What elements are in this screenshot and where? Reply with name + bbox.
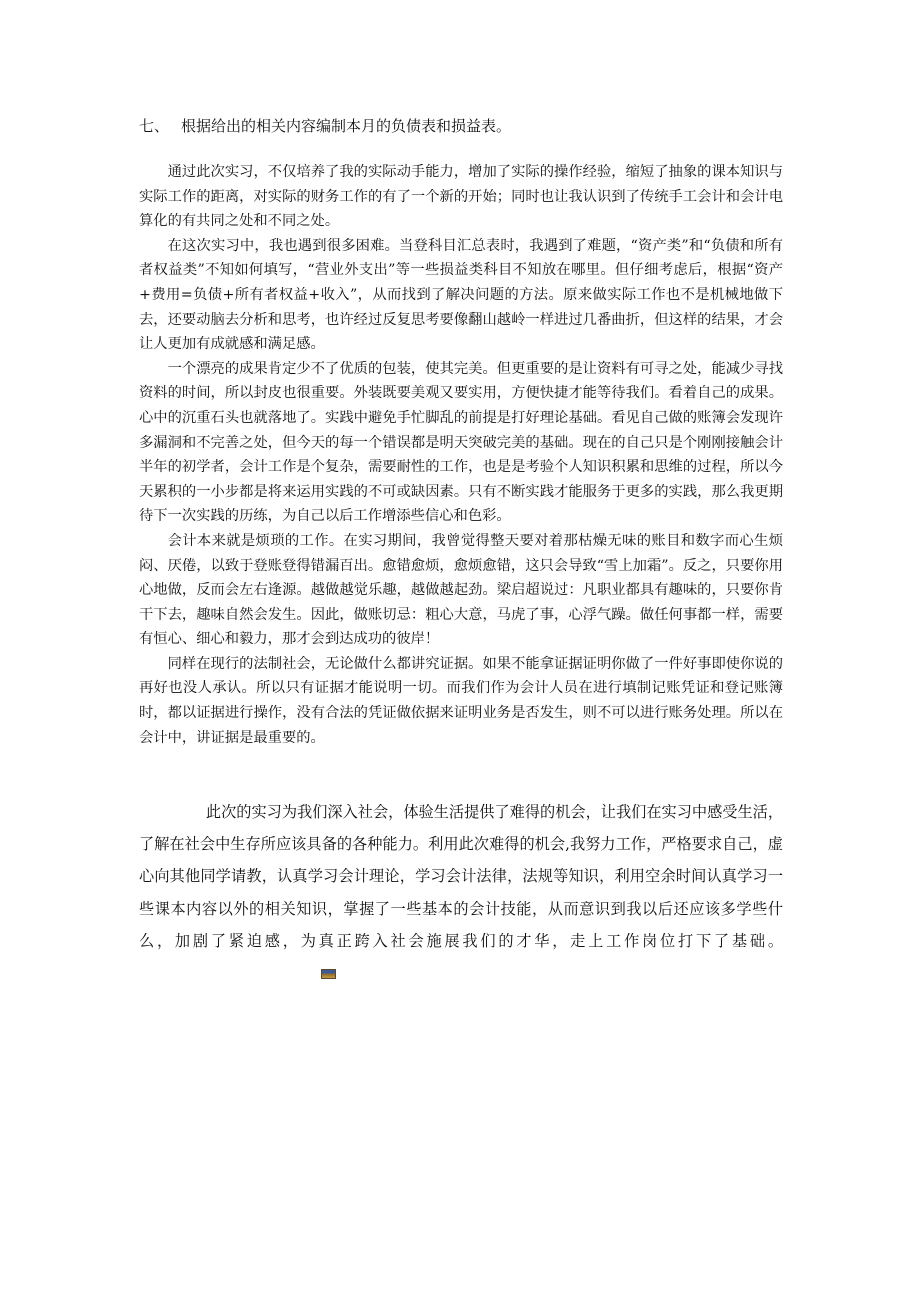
- paragraph: 同样在现行的法制社会，无论做什么都讲究证据。如果不能拿证据证明你做了一件好事即使你说的再好也没人承认。所以只有证据才能说明一切。而我们作为会计人员在进行填制记账凭证和登记账簿时，都以证据进行操作，没有合法的凭证做依据来证明业务是否发生，则不可以进行账务处理。所以在会计中，讲证据是最重要的。: [139, 655, 783, 746]
- small-photo-icon: [321, 969, 336, 979]
- closing-paragraph-text: 此次的实习为我们深入社会，体验生活提供了难得的机会，让我们在实习中感受生活，了解在社会中生存所应该具备的各种能力。利用此次难得的机会,我努力工作，严格要求自己，虚心向其他同学请教，认真学习会计理论，学习会计法律，法规等知识，利用空余时间认真学习一些课本内容以外的相关知识，掌握了一些基本的会计技能，从而意识到我以后还应该多学些什么，加剧了紧迫感，为真正跨入社会施展我们的才华，走上工作岗位打下了基础。: [139, 803, 783, 950]
- paragraph: 在这次实习中，我也遇到很多困难。当登科目汇总表时，我遇到了难题，“资产类”和“负债和所有者权益类”不知如何填写，“营业外支出”等一些损益类科目不知放在哪里。但仔细考虑后，根据“资产+费用=负债+所有者权益+收入”，从而找到了解决问题的方法。原来做实际工作也不是机械地做下去，还要动脑去分析和思考，也许经过反复思考要像翻山越岭一样进过几番曲折，但这样的结果，才会让人更加有成就感和满足感。: [139, 237, 783, 353]
- paragraph: 一个漂亮的成果肯定少不了优质的包装，使其完美。但更重要的是让资料有可寻之处，能减少寻找资料的时间，所以封皮也很重要。外装既要美观又要实用，方便快捷才能等待我们。看着自己的成果。心中的沉重石头也就落地了。实践中避免手忙脚乱的前提是打好理论基础。看见自己做的账簿会发现许多漏洞和不完善之处，但今天的每一个错误都是明天突破完美的基础。现在的自己只是个刚刚接触会计半年的初学者，会计工作是个复杂，需要耐性的工作，也是是考验个人知识积累和思维的过程，所以今天累积的一小步都是将来运用实践的不可或缺因素。只有不断实践才能服务于更多的实践，那么我更期待下一次实践的历练，为自己以后工作增添些信心和色彩。: [139, 360, 783, 525]
- section-heading: [139, 114, 799, 138]
- closing-paragraph: [139, 796, 783, 989]
- section-number: 七、: [139, 117, 170, 135]
- paragraph: 会计本来就是烦琐的工作。在实习期间，我曾觉得整天要对着那枯燥无味的账目和数字而心生烦闷、厌倦，以致于登账登得错漏百出。愈错愈烦，愈烦愈错，这只会导致“雪上加霜”。反之，只要你用心地做，反而会左右逢源。越做越觉乐趣，越做越起劲。梁启超说过：凡职业都具有趣味的，只要你肯干下去，趣味自然会发生。因此，做账切忌：粗心大意，马虎了事，心浮气躁。做任何事都一样，需要有恒心、细心和毅力，那才会到达成功的彼岸！: [139, 532, 783, 648]
- section-title: 根据给出的相关内容编制本月的负债表和损益表。: [181, 117, 512, 135]
- body-text: [139, 160, 783, 750]
- closing-text: [139, 796, 783, 989]
- paragraph: 通过此次实习，不仅培养了我的实际动手能力，增加了实际的操作经验，缩短了抽象的课本知识与实际工作的距离，对实际的财务工作的有了一个新的开始；同时也让我认识到了传统手工会计和会计电算化的有共同之处和不同之处。: [139, 164, 783, 230]
